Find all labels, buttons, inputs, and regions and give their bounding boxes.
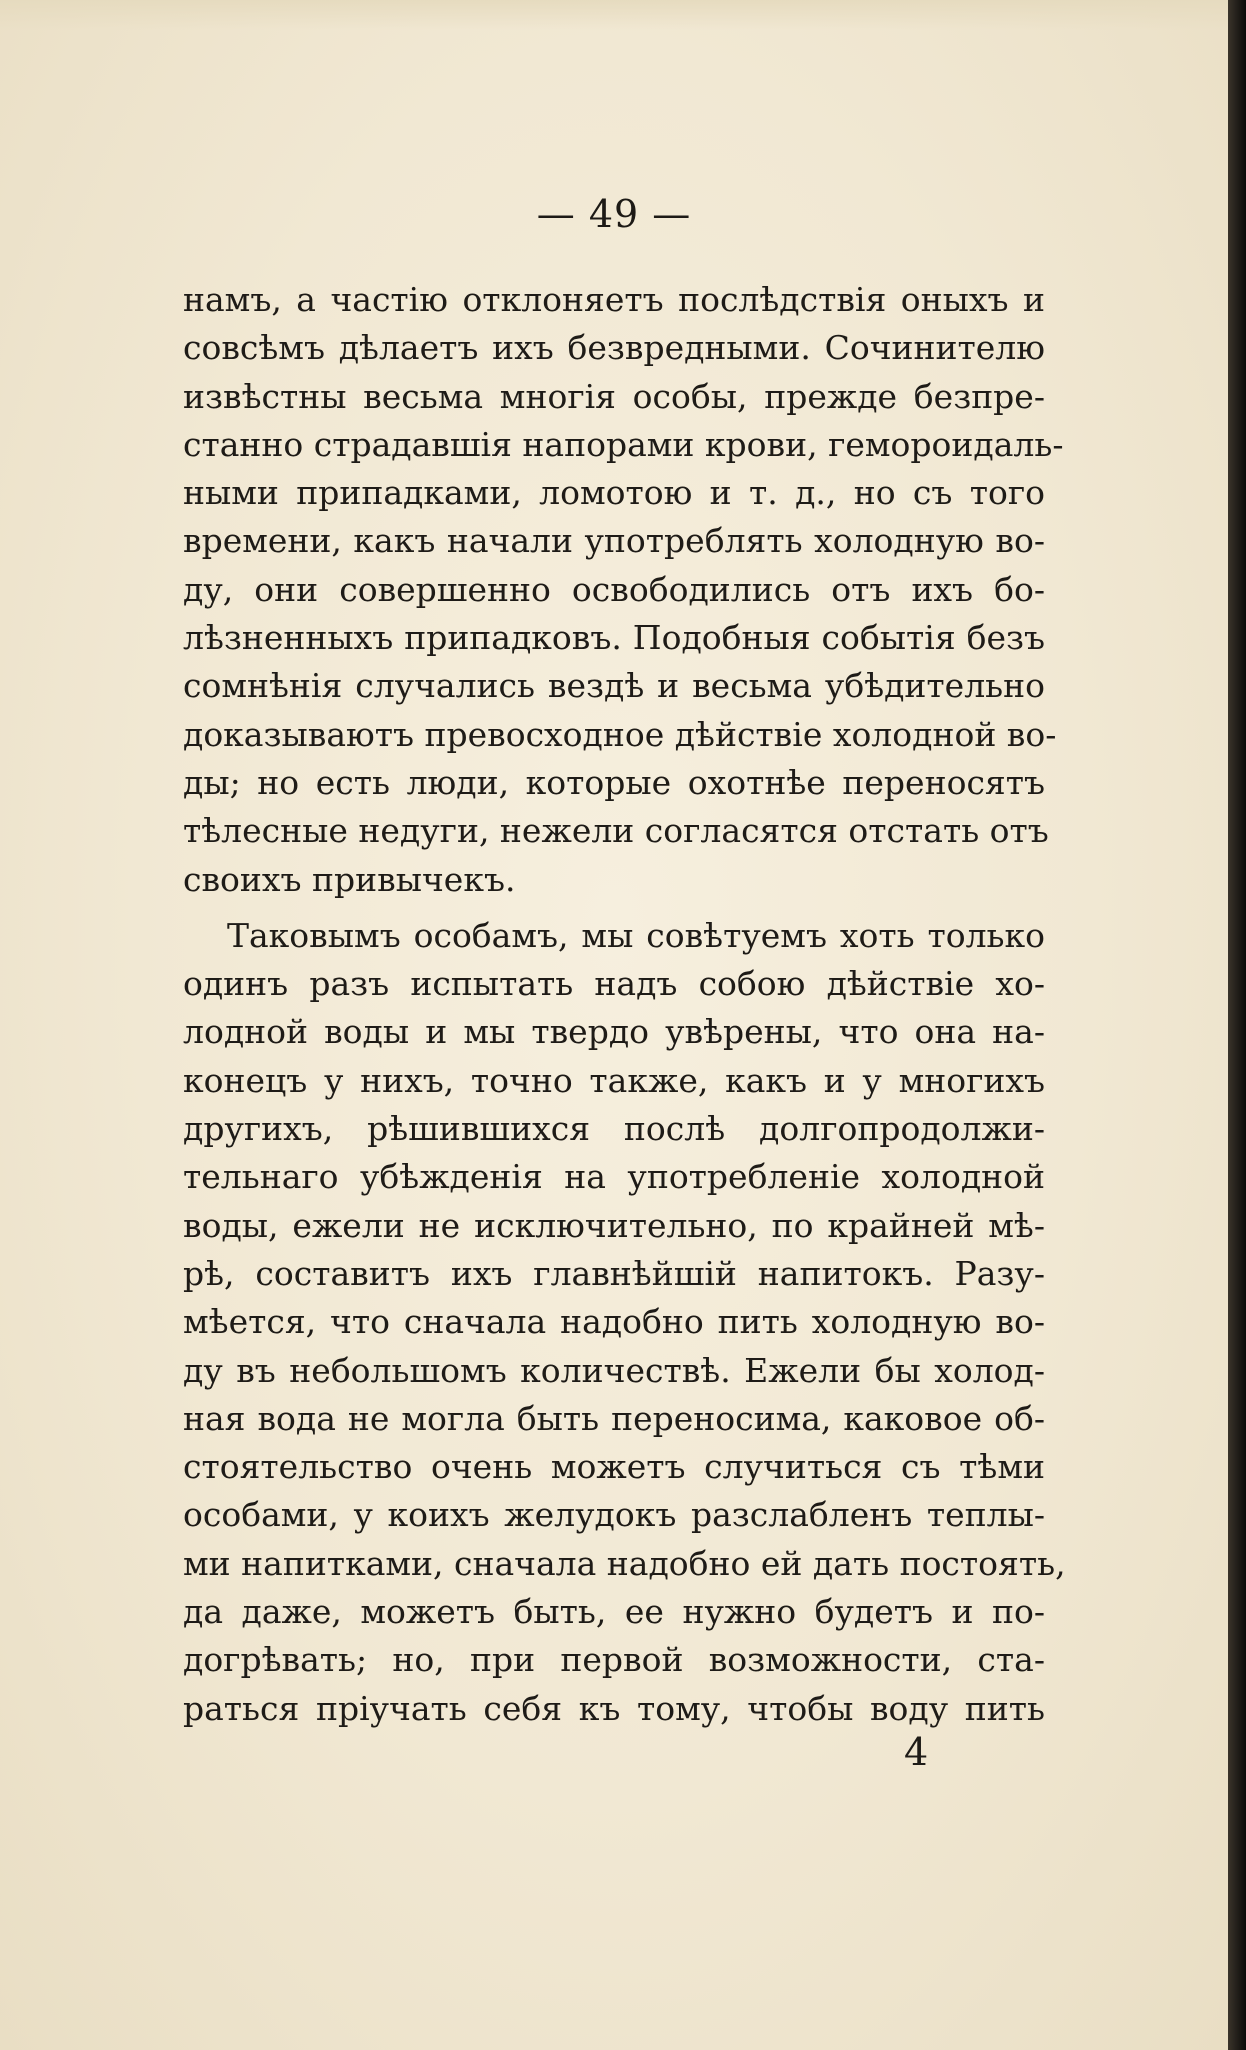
text-line: ная вода не могла быть переносима, каковое об- [183, 1398, 1045, 1438]
text-line: рѣ, составитъ ихъ главнѣйшій напитокъ. Разу- [183, 1253, 1045, 1293]
text-line: лѣзненныхъ припадковъ. Подобныя событія безъ [183, 618, 1045, 658]
text-line: сомнѣнія случались вездѣ и весьма убѣдительно [183, 666, 1045, 706]
text-line: ми напитками, сначала надобно ей дать постоять, [183, 1543, 1066, 1583]
body-text [183, 276, 1066, 1733]
text-line: одинъ разъ испытать надъ собою дѣйствіе хо- [183, 964, 1045, 1004]
text-line: тельнаго убѣжденія на употребленіе холодной [183, 1157, 1045, 1197]
text-line: Таковымъ особамъ, мы совѣтуемъ хоть только [227, 915, 1045, 955]
text-line: ду, они совершенно освободились отъ ихъ бо- [183, 569, 1045, 609]
text-line: да даже, можетъ быть, ее нужно будетъ и по- [183, 1592, 1045, 1632]
page-number-header: — 49 — [536, 192, 692, 236]
text-line: лодной воды и мы твердо увѣрены, что она на- [183, 1012, 1045, 1052]
text-line: ды; но есть люди, которые охотнѣе переносятъ [183, 762, 1045, 802]
text-line: ду въ небольшомъ количествѣ. Ежели бы холод- [183, 1350, 1045, 1390]
text-line: конецъ у нихъ, точно также, какъ и у многихъ [183, 1060, 1045, 1100]
text-line: тѣлесные недуги, нежели согласятся отстать отъ [183, 811, 1049, 851]
book-gutter-edge [1228, 0, 1246, 2050]
text-line: станно страдавшія напорами крови, гемороидаль- [183, 424, 1064, 464]
text-line: стоятельство очень можетъ случиться съ тѣми [183, 1447, 1045, 1487]
text-line: другихъ, рѣшившихся послѣ долгопродолжи- [183, 1109, 1045, 1149]
text-line: доказываютъ превосходное дѣйствіе холодной во- [183, 714, 1057, 754]
text-line: раться пріучать себя къ тому, чтобы воду пить [183, 1688, 1045, 1728]
text-line: времени, какъ начали употреблять холодную во- [183, 521, 1045, 561]
signature-mark: 4 [904, 1730, 929, 1774]
page-edge-shadow [0, 0, 1228, 30]
text-line: ными припадками, ломотою и т. д., но съ того [183, 473, 1045, 513]
paragraph-1 [183, 276, 1064, 904]
paragraph-gap [183, 904, 1045, 912]
text-line: особами, у коихъ желудокъ разслабленъ теплы- [183, 1495, 1045, 1535]
text-line: совсѣмъ дѣлаетъ ихъ безвредными. Сочинителю [183, 328, 1045, 368]
text-line: извѣстны весьма многія особы, прежде безпре- [183, 376, 1045, 416]
text-line: воды, ежели не исключительно, по крайней мѣ- [183, 1205, 1045, 1245]
text-line: своихъ привычекъ. [183, 859, 516, 899]
text-line: намъ, а частію отклоняетъ послѣдствія оныхъ и [183, 280, 1045, 319]
paragraph-2 [183, 912, 1066, 1733]
text-line: догрѣвать; но, при первой возможности, ста- [183, 1640, 1045, 1680]
text-line: мѣется, что сначала надобно пить холодную во- [183, 1302, 1045, 1342]
